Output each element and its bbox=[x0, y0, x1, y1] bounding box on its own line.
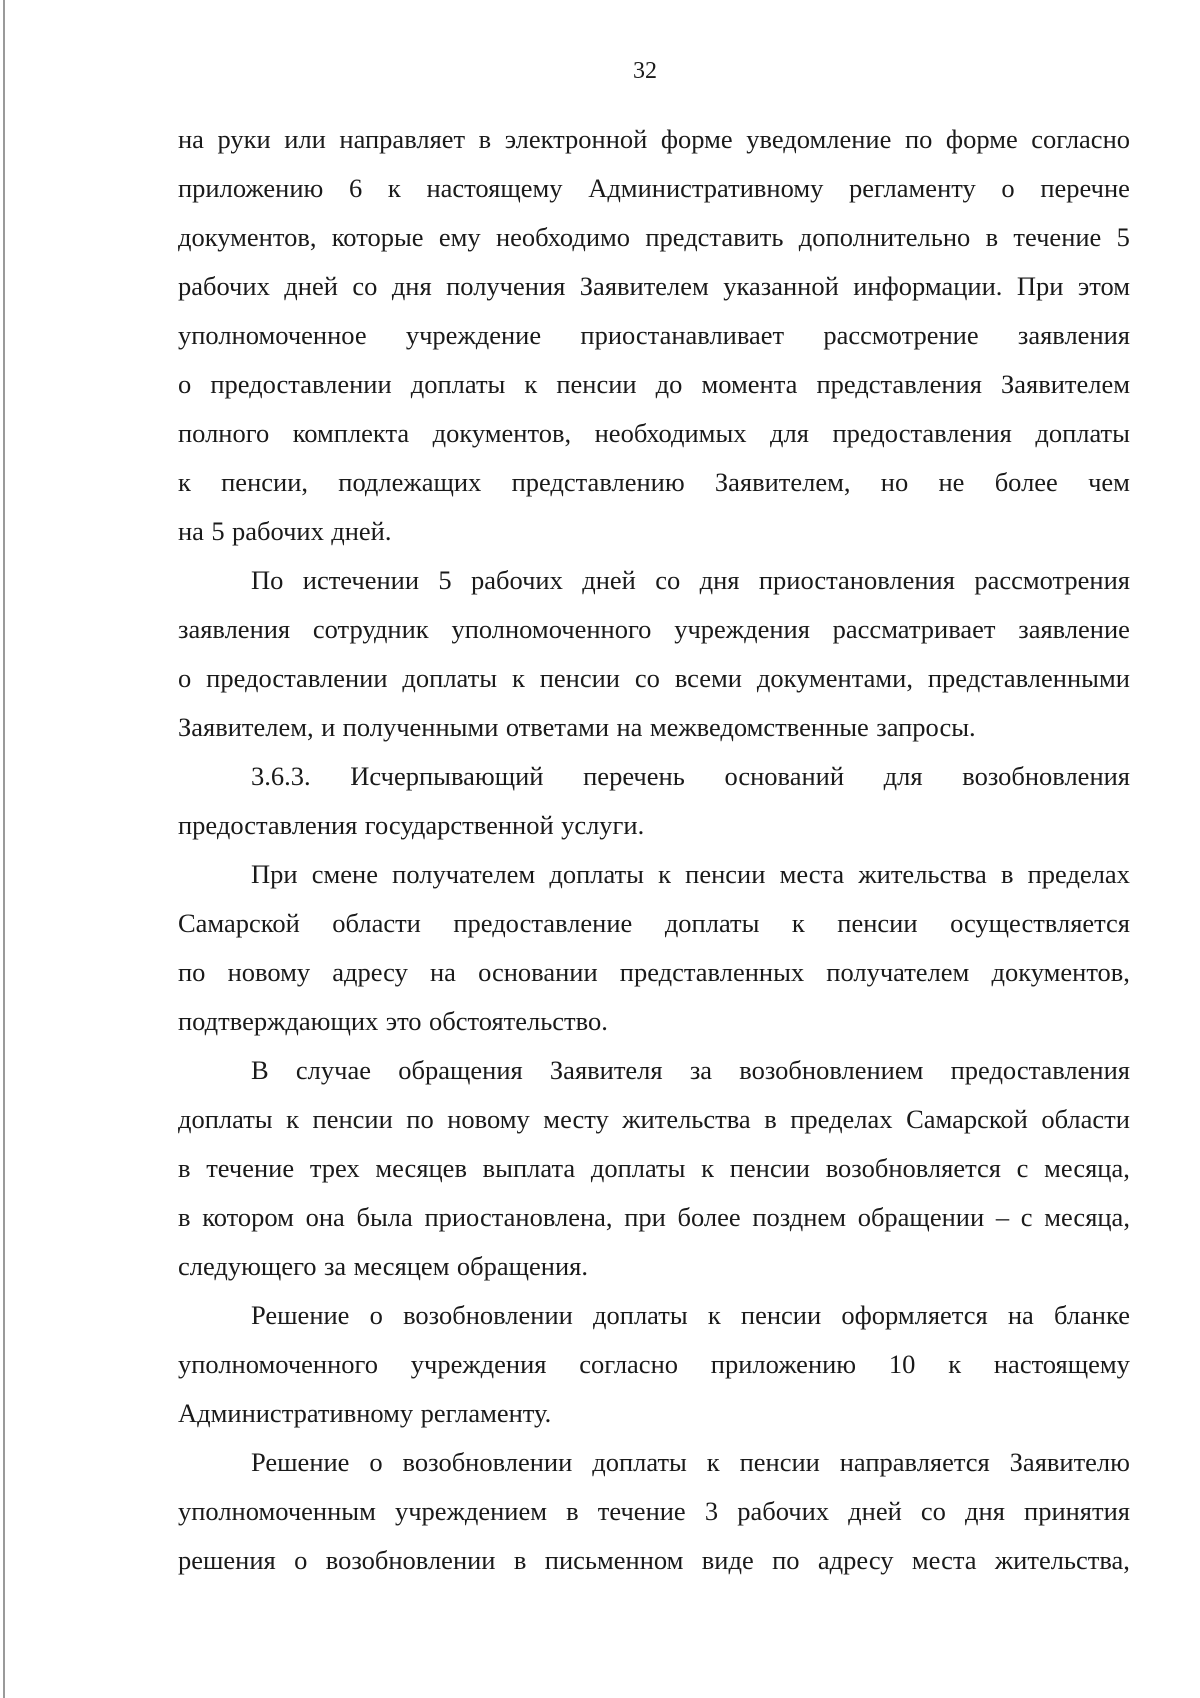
text-line bbox=[178, 1389, 1130, 1438]
text-line bbox=[178, 1438, 1130, 1487]
word: пределах bbox=[1027, 859, 1130, 889]
word: дней bbox=[582, 565, 636, 595]
word: на bbox=[178, 124, 204, 154]
word: дней bbox=[848, 1496, 902, 1526]
word: для bbox=[770, 418, 809, 448]
word: предоставление bbox=[453, 908, 633, 938]
word: электронной bbox=[504, 124, 648, 154]
word: заявления bbox=[178, 614, 291, 644]
text-line bbox=[178, 1536, 1130, 1585]
word: 5 bbox=[438, 565, 452, 595]
word: жительства bbox=[622, 1104, 751, 1134]
word: со bbox=[634, 663, 660, 693]
word: виде bbox=[701, 1545, 754, 1575]
word: в bbox=[566, 1496, 579, 1526]
word: по bbox=[772, 1545, 800, 1575]
word: места bbox=[779, 859, 845, 889]
word: получения bbox=[446, 271, 566, 301]
word: в bbox=[478, 124, 492, 154]
text-line bbox=[178, 1291, 1130, 1340]
word: пенсии bbox=[556, 369, 637, 399]
word: документов, bbox=[178, 222, 317, 252]
word: 6 bbox=[348, 173, 363, 203]
word: учреждение bbox=[405, 320, 542, 350]
word: 3.6.3. bbox=[251, 761, 311, 791]
word: о bbox=[294, 1545, 308, 1575]
word: Заявителю bbox=[1009, 1447, 1130, 1477]
word: ему bbox=[438, 222, 481, 252]
word: документов, bbox=[432, 418, 572, 448]
word: бланке bbox=[1054, 1300, 1130, 1330]
word: приостановления bbox=[758, 565, 955, 595]
word: форме bbox=[945, 124, 1018, 154]
word: возобновлении bbox=[402, 1447, 573, 1477]
word: Заявителем, bbox=[178, 712, 314, 742]
word: по bbox=[904, 124, 933, 154]
word: необходимо bbox=[495, 222, 631, 252]
text-line bbox=[178, 997, 1130, 1046]
text-line bbox=[178, 1487, 1130, 1536]
word: истечении bbox=[302, 565, 420, 595]
word: письменном bbox=[544, 1545, 684, 1575]
word: рассматривает bbox=[832, 614, 996, 644]
word: Заявителем bbox=[579, 271, 709, 301]
word: не bbox=[938, 467, 965, 497]
word: полного bbox=[178, 418, 270, 448]
word: смене bbox=[311, 859, 378, 889]
word: позднем bbox=[752, 1202, 846, 1232]
word: к bbox=[707, 1300, 721, 1330]
word: к bbox=[511, 663, 525, 693]
word: более bbox=[994, 467, 1058, 497]
word: услуги. bbox=[561, 810, 645, 840]
word: предоставления bbox=[178, 810, 358, 840]
word: со bbox=[920, 1496, 946, 1526]
word: к bbox=[387, 173, 401, 203]
word: с bbox=[1016, 1153, 1029, 1183]
word: к bbox=[948, 1349, 962, 1379]
word: представлению bbox=[511, 467, 685, 497]
word: пенсии bbox=[685, 859, 766, 889]
word: приостанавливает bbox=[580, 320, 785, 350]
word: подлежащих bbox=[338, 467, 482, 497]
word: Самарской bbox=[906, 1104, 1028, 1134]
word: к bbox=[791, 908, 805, 938]
word: но bbox=[880, 467, 909, 497]
text-line bbox=[178, 458, 1130, 507]
word: настоящему bbox=[993, 1349, 1130, 1379]
word: пределах bbox=[790, 1104, 893, 1134]
text-line bbox=[178, 360, 1130, 409]
word: настоящему bbox=[426, 173, 563, 203]
word: При bbox=[1016, 271, 1064, 301]
word: пенсии bbox=[312, 1104, 393, 1134]
word: получателем bbox=[826, 957, 970, 987]
word: трех bbox=[309, 1153, 360, 1183]
word: получателем bbox=[392, 859, 536, 889]
word: по bbox=[406, 1104, 434, 1134]
word: возобновлении bbox=[403, 1300, 573, 1330]
word: места bbox=[911, 1545, 977, 1575]
word: предоставления bbox=[950, 1055, 1130, 1085]
word: к bbox=[286, 1104, 299, 1134]
word: 5 bbox=[1116, 222, 1130, 252]
text-line bbox=[178, 164, 1130, 213]
word: 5 bbox=[211, 516, 225, 546]
word: В bbox=[251, 1055, 269, 1085]
text-line bbox=[178, 1144, 1130, 1193]
page-edge-line bbox=[3, 0, 5, 1698]
word: рабочих bbox=[232, 516, 324, 546]
word: дней. bbox=[331, 516, 392, 546]
word: в bbox=[1000, 859, 1014, 889]
word: новому bbox=[447, 1104, 530, 1134]
word: возобновлением bbox=[739, 1055, 924, 1085]
word: дня bbox=[699, 565, 740, 595]
word: учреждением bbox=[394, 1496, 548, 1526]
word: перечень bbox=[583, 761, 685, 791]
text-line bbox=[178, 409, 1130, 458]
word: заявление bbox=[1018, 614, 1130, 644]
word: момента bbox=[701, 369, 798, 399]
text-line bbox=[178, 1046, 1130, 1095]
word: Заявителем bbox=[1000, 369, 1130, 399]
text-line bbox=[178, 605, 1130, 654]
word: о bbox=[178, 663, 192, 693]
word: рабочих bbox=[471, 565, 563, 595]
word: 10 bbox=[888, 1349, 916, 1379]
word: форме bbox=[660, 124, 733, 154]
word: которые bbox=[331, 222, 424, 252]
text-line bbox=[178, 262, 1130, 311]
word: к bbox=[658, 859, 671, 889]
word: в bbox=[764, 1104, 777, 1134]
word: предоставлении bbox=[210, 369, 392, 399]
word: уполномоченным bbox=[178, 1496, 376, 1526]
word: о bbox=[1001, 173, 1015, 203]
word: решения bbox=[178, 1545, 276, 1575]
text-line bbox=[178, 507, 1130, 556]
word: возобновлении bbox=[325, 1545, 496, 1575]
word: запросы. bbox=[876, 712, 976, 742]
word: уведомление bbox=[746, 124, 892, 154]
word: доплаты bbox=[664, 908, 760, 938]
word: на bbox=[1007, 1300, 1034, 1330]
word: обстоятельство. bbox=[428, 1006, 608, 1036]
text-line bbox=[178, 311, 1130, 360]
word: Административному bbox=[178, 1398, 414, 1428]
word: перечне bbox=[1040, 173, 1130, 203]
word: доплаты bbox=[592, 1447, 687, 1477]
word: основании bbox=[478, 957, 598, 987]
word: к bbox=[706, 1447, 720, 1477]
word: о bbox=[369, 1447, 383, 1477]
word: согласно bbox=[579, 1349, 678, 1379]
word: месяцев bbox=[375, 1153, 467, 1183]
word: заявления bbox=[1017, 320, 1130, 350]
word: рассмотрения bbox=[974, 565, 1130, 595]
word: межведомственные bbox=[649, 712, 869, 742]
word: доплаты bbox=[402, 663, 498, 693]
word: документами, bbox=[756, 663, 913, 693]
word: области bbox=[1041, 1104, 1130, 1134]
word: доплаты bbox=[590, 1153, 686, 1183]
text-line bbox=[178, 850, 1130, 899]
word: доплаты bbox=[1035, 418, 1130, 448]
word: в bbox=[178, 1202, 191, 1232]
word: выплата bbox=[482, 1153, 576, 1183]
text-line bbox=[178, 654, 1130, 703]
word: следующего bbox=[178, 1251, 317, 1281]
word: месту bbox=[543, 1104, 609, 1134]
word: возобновления bbox=[962, 761, 1130, 791]
word: По bbox=[251, 565, 284, 595]
word: по bbox=[178, 957, 206, 987]
word: – bbox=[995, 1202, 1010, 1232]
word: в bbox=[985, 222, 999, 252]
word: руки bbox=[217, 124, 271, 154]
word: обращения bbox=[398, 1055, 523, 1085]
text-line bbox=[178, 899, 1130, 948]
word: 3 bbox=[704, 1496, 719, 1526]
word: регламенту. bbox=[420, 1398, 552, 1428]
document-body bbox=[178, 115, 1130, 1585]
word: дня bbox=[965, 1496, 1005, 1526]
word: она bbox=[305, 1202, 345, 1232]
word: уполномоченное bbox=[178, 320, 367, 350]
text-line bbox=[178, 948, 1130, 997]
word: обращения. bbox=[456, 1251, 588, 1281]
word: течение bbox=[206, 1153, 295, 1183]
word: Исчерпывающий bbox=[350, 761, 544, 791]
word: дней bbox=[284, 271, 338, 301]
word: представленных bbox=[619, 957, 805, 987]
word: пенсии bbox=[729, 1153, 810, 1183]
word: регламенту bbox=[849, 173, 976, 203]
word: котором bbox=[202, 1202, 294, 1232]
word: подтверждающих bbox=[178, 1006, 379, 1036]
text-line bbox=[178, 1193, 1130, 1242]
word: пенсии bbox=[539, 663, 620, 693]
word: месяца, bbox=[1044, 1202, 1130, 1232]
text-line bbox=[178, 115, 1130, 164]
word: предоставления bbox=[832, 418, 1012, 448]
text-line bbox=[178, 1340, 1130, 1389]
word: дополнительно bbox=[798, 222, 971, 252]
word: пенсии bbox=[837, 908, 918, 938]
word: Решение bbox=[251, 1300, 350, 1330]
word: учреждения bbox=[674, 614, 810, 644]
text-line bbox=[178, 703, 1130, 752]
word: адресу bbox=[332, 957, 408, 987]
word: доплаты bbox=[178, 1104, 273, 1134]
word: доплаты bbox=[549, 859, 644, 889]
word: была bbox=[356, 1202, 413, 1232]
word: за bbox=[689, 1055, 713, 1085]
word: направляет bbox=[339, 124, 466, 154]
word: уполномоченного bbox=[451, 614, 652, 644]
word: Самарской bbox=[178, 908, 300, 938]
word: случае bbox=[295, 1055, 371, 1085]
word: осуществляется bbox=[950, 908, 1130, 938]
word: Заявителем, bbox=[714, 467, 851, 497]
word: доплаты bbox=[593, 1300, 688, 1330]
word: сотрудник bbox=[312, 614, 429, 644]
word: рабочих bbox=[737, 1496, 830, 1526]
word: ответами bbox=[505, 712, 610, 742]
word: рассмотрение bbox=[823, 320, 979, 350]
word: указанной bbox=[723, 271, 839, 301]
word: жительства, bbox=[994, 1545, 1130, 1575]
word: направляется bbox=[839, 1447, 990, 1477]
word: представления bbox=[816, 369, 982, 399]
word: адресу bbox=[817, 1545, 894, 1575]
word: чем bbox=[1088, 467, 1130, 497]
word: оснований bbox=[724, 761, 845, 791]
text-line bbox=[178, 1095, 1130, 1144]
word: для bbox=[883, 761, 923, 791]
word: информации. bbox=[853, 271, 1003, 301]
word: течение bbox=[1013, 222, 1102, 252]
word: согласно bbox=[1031, 124, 1130, 154]
word: оформляется bbox=[841, 1300, 988, 1330]
word: комплекта bbox=[292, 418, 410, 448]
text-line bbox=[178, 556, 1130, 605]
word: принятия bbox=[1024, 1496, 1130, 1526]
word: на bbox=[616, 712, 643, 742]
word: или bbox=[284, 124, 326, 154]
word: уполномоченного bbox=[178, 1349, 378, 1379]
word: приостановлена, bbox=[424, 1202, 613, 1232]
word: пенсии bbox=[740, 1300, 822, 1330]
word: При bbox=[251, 859, 298, 889]
word: дня bbox=[391, 271, 432, 301]
word: о bbox=[178, 369, 192, 399]
word: за bbox=[323, 1251, 347, 1281]
word: жительства bbox=[858, 859, 987, 889]
word: Административному bbox=[588, 173, 824, 203]
word: с bbox=[1020, 1202, 1033, 1232]
word: приложению bbox=[178, 173, 324, 203]
text-line bbox=[178, 801, 1130, 850]
word: этом bbox=[1077, 271, 1130, 301]
word: и bbox=[321, 712, 336, 742]
word: обращении bbox=[857, 1202, 985, 1232]
word: предоставлении bbox=[206, 663, 388, 693]
word: Заявителя bbox=[549, 1055, 663, 1085]
word: месяца, bbox=[1044, 1153, 1130, 1183]
word: к bbox=[178, 467, 191, 497]
word: к bbox=[701, 1153, 715, 1183]
word: более bbox=[677, 1202, 741, 1232]
word: представленными bbox=[927, 663, 1130, 693]
word: государственной bbox=[364, 810, 554, 840]
word: при bbox=[624, 1202, 666, 1232]
word: со bbox=[655, 565, 681, 595]
word: на bbox=[429, 957, 456, 987]
text-line bbox=[178, 752, 1130, 801]
word: со bbox=[352, 271, 378, 301]
word: месяцем bbox=[353, 1251, 450, 1281]
word: к bbox=[524, 369, 538, 399]
word: пенсии, bbox=[221, 467, 309, 497]
word: в bbox=[178, 1153, 191, 1183]
word: приложению bbox=[710, 1349, 857, 1379]
word: полученными bbox=[342, 712, 499, 742]
word: области bbox=[332, 908, 421, 938]
word: возобновляется bbox=[825, 1153, 1001, 1183]
text-line bbox=[178, 1242, 1130, 1291]
page-number: 32 bbox=[633, 58, 657, 84]
word: доплаты bbox=[410, 369, 506, 399]
word: на bbox=[178, 516, 204, 546]
word: пенсии bbox=[739, 1447, 820, 1477]
word: представить bbox=[645, 222, 784, 252]
word: течение bbox=[597, 1496, 686, 1526]
word: о bbox=[369, 1300, 383, 1330]
word: в bbox=[513, 1545, 527, 1575]
text-line bbox=[178, 213, 1130, 262]
word: всеми bbox=[674, 663, 742, 693]
word: рабочих bbox=[178, 271, 270, 301]
word: учреждения bbox=[410, 1349, 547, 1379]
word: Решение bbox=[251, 1447, 350, 1477]
word: новому bbox=[227, 957, 311, 987]
word: до bbox=[655, 369, 683, 399]
word: необходимых bbox=[594, 418, 747, 448]
word: это bbox=[385, 1006, 422, 1036]
word: документов, bbox=[991, 957, 1130, 987]
